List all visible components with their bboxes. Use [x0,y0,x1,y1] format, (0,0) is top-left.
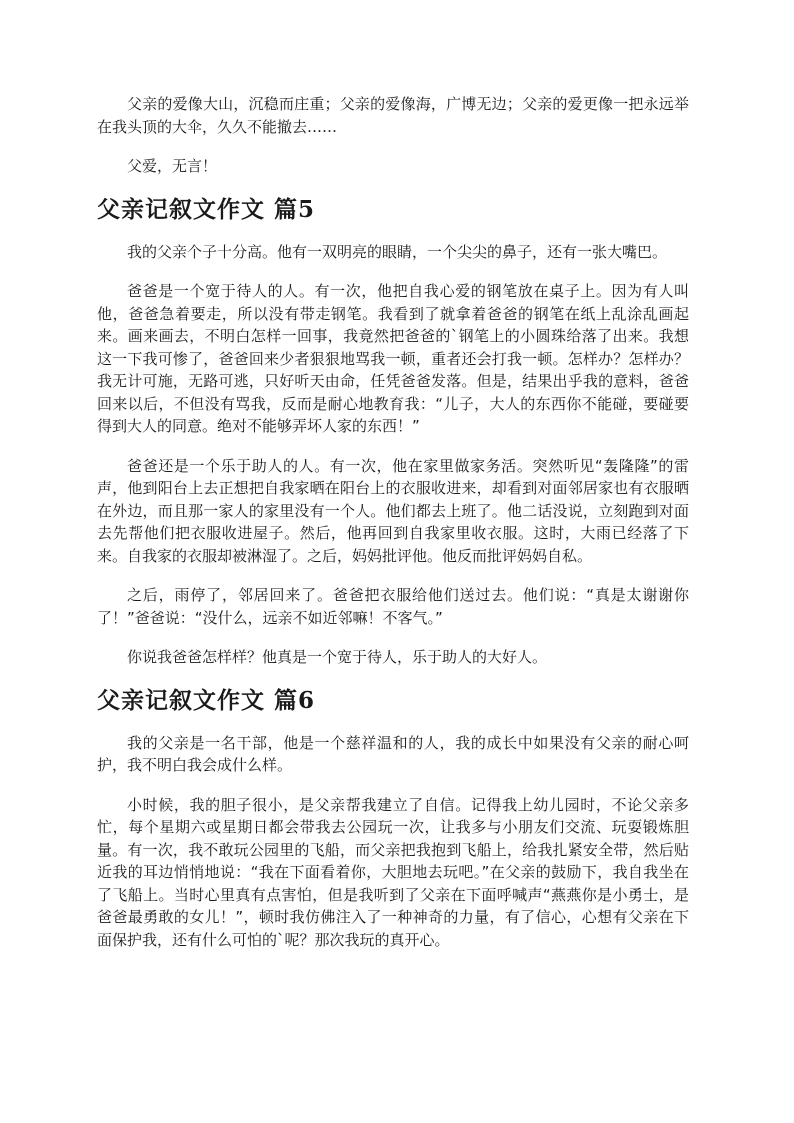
paragraph: 之后，雨停了，邻居回来了。爸爸把衣服给他们送过去。他们说：“真是太谢谢你了！”爸爸说：“没什么，远亲不如近邻嘛！不客气。” [97,586,689,627]
document-page [97,93,689,968]
paragraph: 小时候，我的胆子很小，是父亲帮我建立了自信。记得我上幼儿园时，不论父亲多忙，每个星期六或星期日都会带我去公园玩一次，让我多与小朋友们交流、玩耍锻炼胆量。有一次，我不敢玩公园里的飞船，而父亲把我抱到飞船上，给我扎紧安全带，然后贴近我的耳边悄悄地说：“我在下面看着你，大胆地去玩吧。”在父亲的鼓励下，我自我坐在了飞船上。当时心里真有点害怕，但是我听到了父亲在下面呼喊声“燕燕你是小勇士，是爸爸最勇敢的女儿！”，顿时我仿佛注入了一种神奇的力量，有了信心，心想有父亲在下面保护我，还有什么可怕的`呢？那次我玩的真开心。 [97,795,689,949]
paragraph: 你说我爸爸怎样样？他真是一个宽于待人，乐于助人的大好人。 [127,648,548,666]
paragraph: 爸爸还是一个乐于助人的人。有一次，他在家里做家务活。突然听见“轰隆隆”的雷声，他到阳台上去正想把自我家晒在阳台上的衣服收进来，却看到对面邻居家也有衣服晒在外边，而且那一家人的家里没有一个人。他们都去上班了。他二话没说，立刻跑到对面去先帮他们把衣服收进屋子。然后，他再回到自我家里收衣服。这时，大雨已经落了下来。自我家的衣服却被淋湿了。之后，妈妈批评他。他反而批评妈妈自私。 [97,456,689,565]
paragraph: 父亲的爱像大山，沉稳而庄重；父亲的爱像海，广博无边；父亲的爱更像一把永远举在我头顶的大伞，久久不能撤去…… [97,95,689,136]
section-heading: 父亲记叙文作文 篇6 [97,686,316,714]
paragraph: 我的父亲是一名干部，他是一个慈祥温和的人，我的成长中如果没有父亲的耐心呵护，我不明白我会成什么样。 [97,733,689,774]
section-heading: 父亲记叙文作文 篇5 [97,195,316,223]
paragraph: 爸爸是一个宽于待人的人。有一次，他把自我心爱的钢笔放在桌子上。因为有人叫他，爸爸急着要走，所以没有带走钢笔。我看到了就拿着爸爸的钢笔在纸上乱涂乱画起来。画来画去，不明白怎样一回事，我竟然把爸爸的`钢笔上的小圆珠给落了出来。我想这一下我可惨了，爸爸回来少者狠狠地骂我一顿，重者还会打我一顿。怎样办？怎样办？我无计可施，无路可逃，只好听天由命，任凭爸爸发落。但是，结果出乎我的意料，爸爸回来以后，不但没有骂我，反而是耐心地教育我：“儿子，大人的东西你不能碰，要碰要得到大人的同意。绝对不能够弄坏人家的东西！” [97,282,689,435]
paragraph: 父爱，无言！ [127,157,218,175]
paragraph: 我的父亲个子十分高。他有一双明亮的眼睛，一个尖尖的鼻子，还有一张大嘴巴。 [127,242,668,261]
